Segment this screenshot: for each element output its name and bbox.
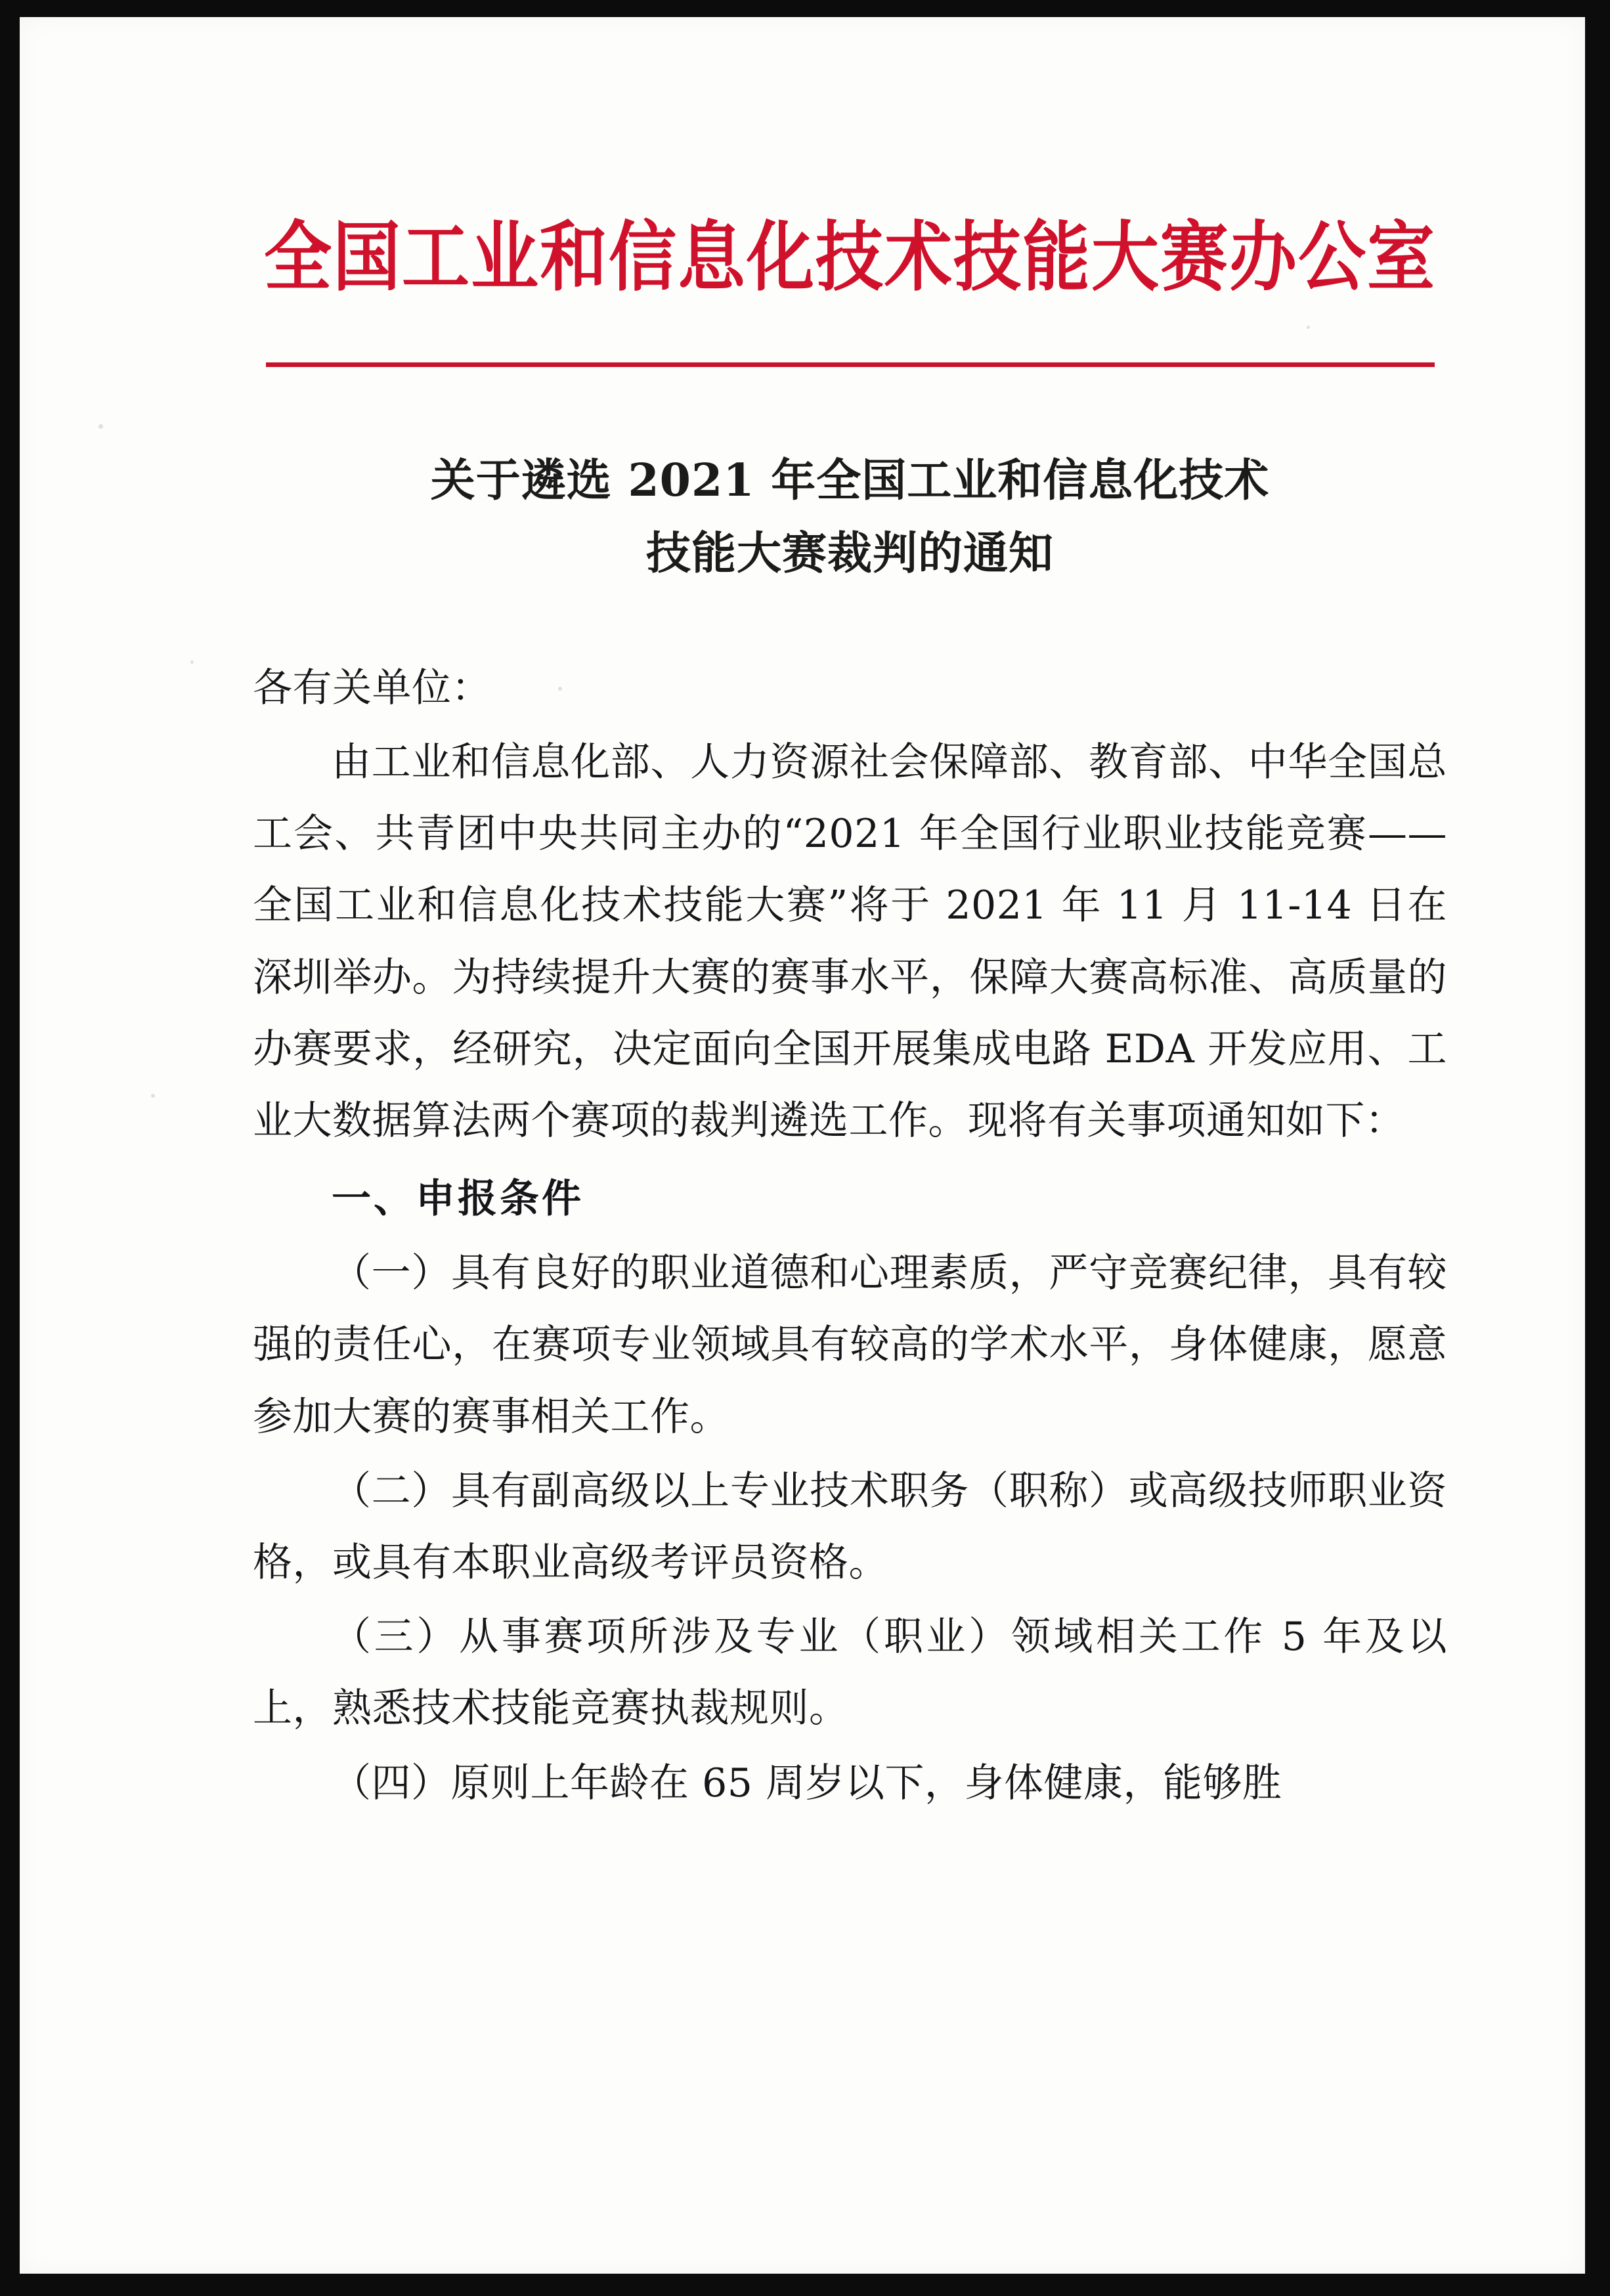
body-paragraph-4: （三）从事赛项所涉及专业（职业）领域相关工作 5 年及以上，熟悉技术技能竞赛执裁规则。 (253, 1614, 1447, 1732)
organization-masthead: 全国工业和信息化技术技能大赛办公室 (264, 212, 1436, 302)
body-paragraph-2: （一）具有良好的职业道德和心理素质，严守竞赛纪律，具有较强的责任心，在赛项专业领域具有较高的学术水平，身体健康，愿意参加大赛的赛事相关工作。 (253, 1250, 1447, 1440)
masthead-divider (266, 362, 1435, 367)
body-paragraph-1: 由工业和信息化部、人力资源社会保障部、教育部、中华全国总工会、共青团中央共同主办的“2021 年全国行业职业技能竞赛——全国工业和信息化技术技能大赛”将于 2021 年 11 月 11-14 日在深圳举办。为持续提升大赛的赛事水平，保障大赛高标准、高质量的办赛要求，经研究，决定面向全国开展集成电路 EDA 开发应用、工业大数据算法两个赛项的裁判遴选工作。现将有关事项通知如下： (253, 739, 1447, 1144)
section-heading-conditions: 一、申报条件 (332, 1176, 584, 1223)
body-paragraph-5: （四）原则上年龄在 65 周岁以下，身体健康，能够胜 (332, 1760, 1282, 1806)
body-paragraph-3: （二）具有副高级以上专业技术职务（职称）或高级技师职业资格，或具有本职业高级考评员资格。 (253, 1467, 1447, 1586)
page-title-line-1: 关于遴选 2021 年全国工业和信息化技术 (430, 454, 1270, 508)
document-content (20, 17, 1585, 2274)
page-title (253, 444, 1447, 589)
document-page (20, 17, 1585, 2274)
salutation: 各有关单位： (253, 664, 491, 711)
page-title-line-2: 技能大赛裁判的通知 (645, 527, 1054, 580)
document-body (253, 653, 1447, 1819)
